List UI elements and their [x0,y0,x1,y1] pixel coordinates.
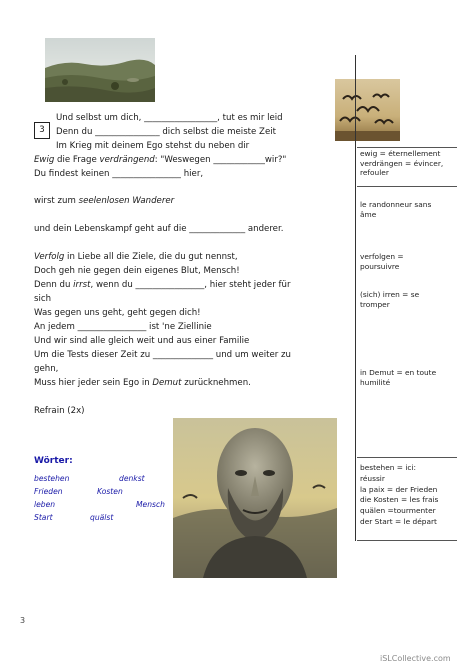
lyric-line-14: Und wir sind alle gleich weit und aus einer Familie [34,336,250,346]
note-demut: in Demut = en toute humilité [360,368,437,387]
lyric-line-8: Verfolg in Liebe all die Ziele, die du gut nennst, [34,252,238,262]
portrait-photo [173,418,337,578]
note-verfolgen: verfolgen = poursuivre [360,252,404,271]
lyric-line-2: Denn du _______________ dich selbst die meiste Zeit [56,127,276,137]
note-divider [357,457,457,458]
vocab-word-leben: leben [34,500,56,509]
note-wanderer: le randonneur sans âme [360,200,432,219]
vocab-word-bestehen: bestehen [34,474,70,483]
refrain-label: Refrain (2x) [34,406,85,416]
vocab-word-mensch: Mensch [136,500,165,509]
note-vocab-translations: bestehen = ici: réussir la paix = der Frieden die Kosten = les frais quälen =tourmenter der Start = le départ [360,463,439,526]
lyric-line-7: und dein Lebenskampf geht auf die _____________ anderer. [34,224,284,234]
note-divider [357,540,457,541]
lyric-line-15: Um die Tests dieser Zeit zu ______________ und um weiter zu [34,350,291,360]
note-divider [357,147,457,148]
note-irren: (sich) irren = se tromper [360,290,420,309]
watermark: iSLCollective.com [380,654,451,663]
birds-photo [335,79,400,141]
lyric-line-11: sich [34,294,52,304]
lyric-line-3: Im Krieg mit deinem Ego stehst du neben dir [56,141,250,151]
lyric-line-13: An jedem ________________ ist 'ne Ziellinie [34,322,212,332]
landscape-photo [45,38,155,102]
note-ewig: ewig = éternellement verdrängen = évincer, refouler [360,149,444,177]
page-number: 3 [20,616,26,625]
notes-divider [355,55,356,541]
lyric-line-17: Muss hier jeder sein Ego in Demut zurücknehmen. [34,378,251,388]
note-divider [357,186,457,187]
stanza-number-box [34,122,50,139]
lyric-line-4: Ewig die Frage verdrängend: "Weswegen ____________wir?" [34,155,287,165]
lyric-line-12: Was gegen uns geht, geht gegen dich! [34,308,201,318]
vocab-word-frieden: Frieden [34,487,63,496]
lyric-line-10: Denn du irrst, wenn du ________________, hier steht jeder für [34,280,291,290]
vocab-title: Wörter: [34,456,73,466]
stanza-number: 3 [39,125,45,135]
lyric-line-16: gehn, [34,364,59,374]
lyric-line-1: Und selbst um dich, _________________, tut es mir leid [56,113,283,123]
vocab-word-start: Start [34,513,53,522]
lyric-line-5: Du findest keinen ________________ hier, [34,169,204,179]
lyric-line-6: wirst zum seelenlosen Wanderer [34,196,175,206]
vocab-word-denkst: denkst [119,474,145,483]
vocab-word-kosten: Kosten [97,487,123,496]
vocab-word-qualst: quälst [90,513,114,522]
lyric-line-9: Doch geh nie gegen dein eigenes Blut, Mensch! [34,266,240,276]
